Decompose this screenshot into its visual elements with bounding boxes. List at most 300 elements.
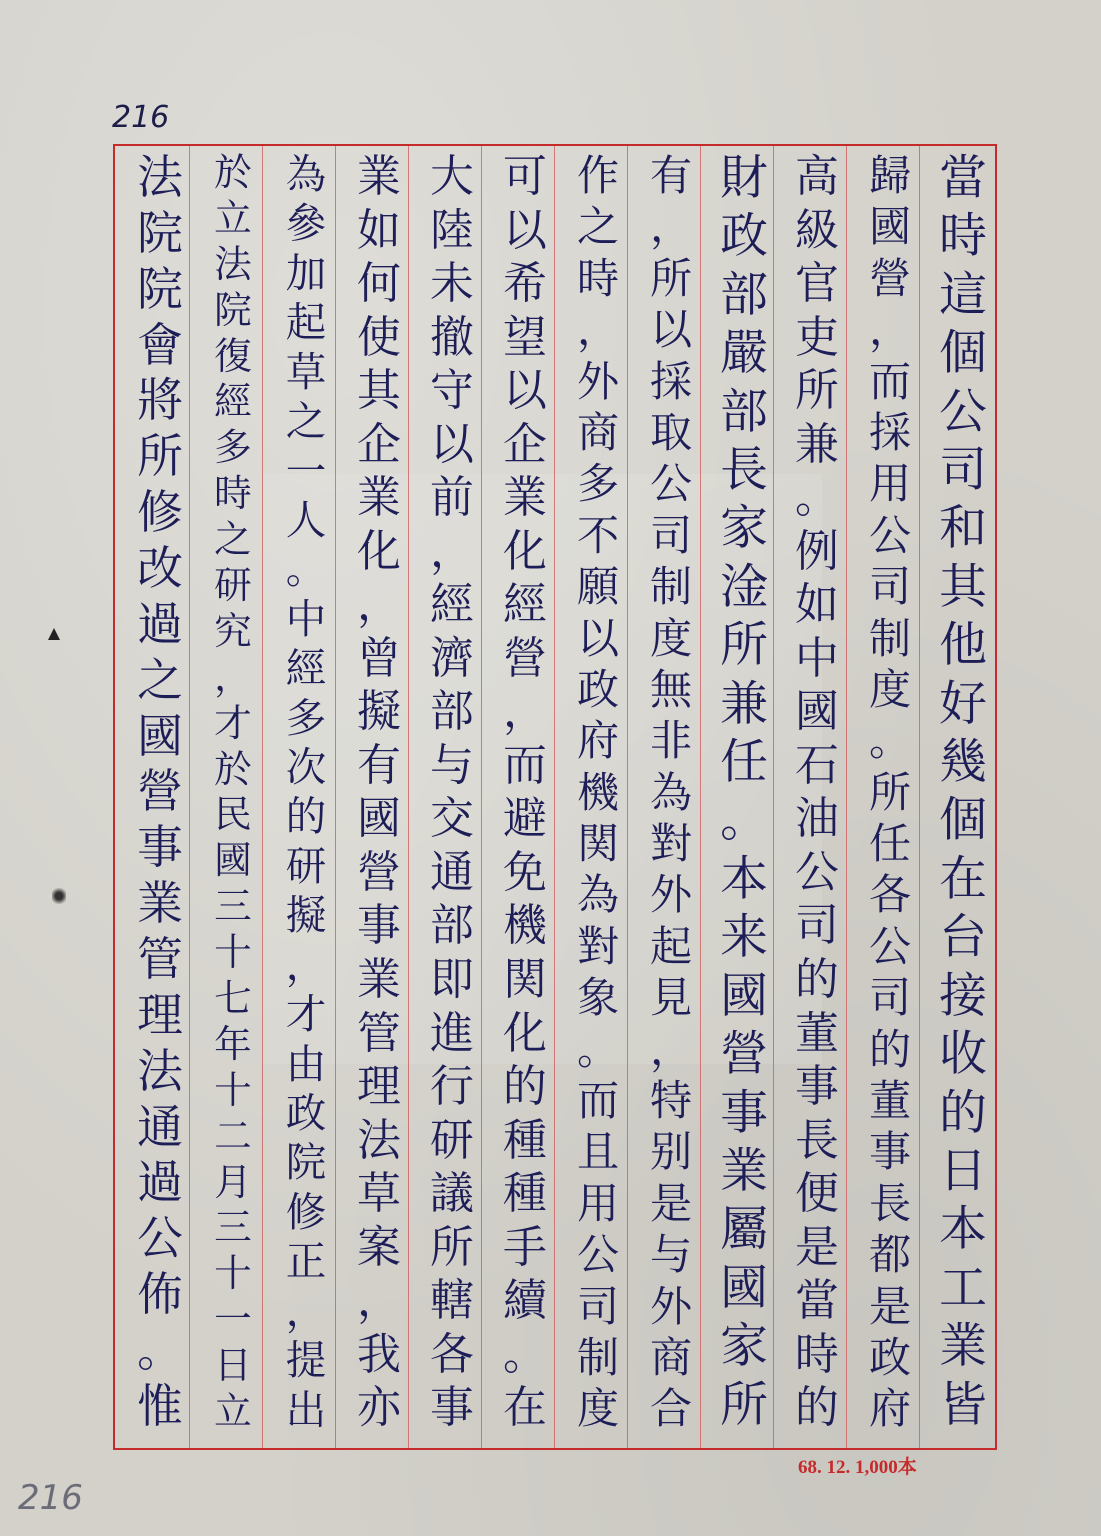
manuscript-char: 機 bbox=[576, 767, 620, 817]
manuscript-char: 立 bbox=[214, 1389, 252, 1434]
manuscript-char: 草 bbox=[285, 347, 327, 396]
manuscript-char: 願 bbox=[576, 562, 620, 612]
manuscript-char: 種 bbox=[503, 1114, 547, 1166]
manuscript-char: 免 bbox=[503, 846, 547, 898]
manuscript-char: 政 bbox=[720, 209, 768, 265]
text-column-4 bbox=[711, 150, 777, 1435]
manuscript-char: 交 bbox=[430, 793, 474, 845]
manuscript-char: 於 bbox=[214, 150, 252, 194]
manuscript-char: 七 bbox=[214, 976, 252, 1021]
text-column-6 bbox=[565, 150, 631, 1435]
manuscript-char: 法 bbox=[137, 1043, 183, 1098]
manuscript-char: 事 bbox=[137, 820, 183, 875]
manuscript-char: 各 bbox=[868, 870, 912, 920]
manuscript-char: 公 bbox=[795, 846, 839, 898]
manuscript-char: 可 bbox=[503, 151, 547, 202]
manuscript-char: 營 bbox=[137, 764, 183, 819]
manuscript-char: 政 bbox=[576, 664, 620, 714]
manuscript-char: 而 bbox=[576, 1076, 620, 1126]
manuscript-char: 所 bbox=[430, 1221, 474, 1273]
manuscript-char: 事 bbox=[430, 1382, 474, 1434]
manuscript-char: 三 bbox=[214, 1205, 252, 1250]
manuscript-char: 立 bbox=[214, 195, 252, 240]
manuscript-char: 以 bbox=[430, 418, 474, 470]
manuscript-char: 個 bbox=[939, 326, 987, 382]
manuscript-char: 於 bbox=[214, 746, 252, 791]
manuscript-char: 歸 bbox=[868, 151, 912, 200]
manuscript-char: 十 bbox=[214, 930, 252, 975]
manuscript-char: 營 bbox=[503, 632, 547, 684]
manuscript-char: 取 bbox=[649, 407, 693, 457]
manuscript-char: 對 bbox=[649, 819, 693, 869]
manuscript-char: 制 bbox=[576, 1332, 620, 1382]
manuscript-char: 出 bbox=[285, 1385, 327, 1434]
manuscript-char: 是 bbox=[649, 1178, 693, 1228]
manuscript-char: 經 bbox=[214, 379, 252, 424]
text-column-10 bbox=[273, 150, 339, 1435]
manuscript-char: 便 bbox=[795, 1168, 839, 1220]
manuscript-char: ， bbox=[503, 686, 547, 738]
manuscript-char: 公 bbox=[939, 384, 987, 440]
manuscript-char: 日 bbox=[939, 1143, 987, 1199]
manuscript-char: 國 bbox=[137, 708, 183, 763]
manuscript-char: 用 bbox=[576, 1178, 620, 1228]
manuscript-char: 油 bbox=[795, 793, 839, 845]
manuscript-char: 公 bbox=[137, 1211, 183, 1266]
manuscript-char: 淦 bbox=[720, 559, 768, 615]
manuscript-char: 修 bbox=[285, 1187, 327, 1236]
manuscript-char: 之 bbox=[285, 397, 327, 446]
manuscript-char: 事 bbox=[868, 1127, 912, 1177]
manuscript-char: 院 bbox=[214, 287, 252, 332]
manuscript-char: 公 bbox=[868, 921, 912, 971]
manuscript-char: 部 bbox=[720, 384, 768, 440]
manuscript-char: 本 bbox=[939, 1202, 987, 1258]
manuscript-char: 来 bbox=[720, 910, 768, 966]
manuscript-char: 復 bbox=[214, 333, 252, 378]
manuscript-char: 正 bbox=[285, 1237, 327, 1286]
manuscript-char: 手 bbox=[503, 1221, 547, 1273]
manuscript-char: 且 bbox=[576, 1127, 620, 1177]
manuscript-char: 制 bbox=[868, 613, 912, 663]
manuscript-char: 嚴 bbox=[720, 326, 768, 382]
manuscript-char: 中 bbox=[795, 632, 839, 684]
manuscript-char: 這 bbox=[939, 267, 987, 323]
manuscript-char: 如 bbox=[795, 579, 839, 631]
manuscript-char: 兼 bbox=[720, 676, 768, 732]
manuscript-char: 以 bbox=[576, 613, 620, 663]
manuscript-char: 何 bbox=[357, 258, 401, 310]
manuscript-char: 公 bbox=[868, 510, 912, 560]
manuscript-char: 高 bbox=[795, 151, 839, 202]
manuscript-char: 。 bbox=[795, 472, 839, 524]
manuscript-char: 十 bbox=[214, 1251, 252, 1296]
manuscript-char: 外 bbox=[576, 356, 620, 406]
manuscript-char: 以 bbox=[503, 204, 547, 256]
manuscript-char: 亦 bbox=[357, 1382, 401, 1434]
manuscript-char: 將 bbox=[137, 373, 183, 428]
manuscript-char: 提 bbox=[285, 1336, 327, 1385]
manuscript-char: 都 bbox=[868, 1230, 912, 1280]
manuscript-char: 業 bbox=[503, 472, 547, 524]
manuscript-char: 的 bbox=[868, 1024, 912, 1074]
manuscript-char: 的 bbox=[285, 792, 327, 841]
manuscript-char: 董 bbox=[868, 1076, 912, 1126]
manuscript-char: ， bbox=[430, 525, 474, 577]
manuscript-char: 參 bbox=[285, 199, 327, 248]
manuscript-char: 商 bbox=[649, 1332, 693, 1382]
manuscript-char: ， bbox=[649, 202, 693, 252]
manuscript-char: 官 bbox=[795, 258, 839, 310]
manuscript-char: 管 bbox=[357, 1007, 401, 1059]
manuscript-char: 企 bbox=[503, 418, 547, 470]
manuscript-char: 之 bbox=[214, 517, 252, 562]
manuscript-char: 國 bbox=[720, 1260, 768, 1316]
manuscript-char: ， bbox=[576, 305, 620, 355]
manuscript-char: 所 bbox=[868, 767, 912, 817]
manuscript-char: 院 bbox=[137, 261, 183, 316]
manuscript-char: 多 bbox=[576, 459, 620, 509]
manuscript-char: 以 bbox=[649, 305, 693, 355]
manuscript-char: 所 bbox=[720, 618, 768, 674]
manuscript-char: 我 bbox=[357, 1328, 401, 1380]
manuscript-char: 。 bbox=[868, 716, 912, 766]
manuscript-char: 佈 bbox=[137, 1267, 183, 1322]
manuscript-char: 理 bbox=[137, 987, 183, 1042]
manuscript-char: 收 bbox=[939, 1027, 987, 1083]
manuscript-char: 所 bbox=[649, 253, 693, 303]
manuscript-char: 轄 bbox=[430, 1275, 474, 1327]
manuscript-char: 司 bbox=[795, 900, 839, 952]
manuscript-char: 而 bbox=[503, 739, 547, 791]
manuscript-char: 濟 bbox=[430, 632, 474, 684]
manuscript-char: 研 bbox=[430, 1114, 474, 1166]
manuscript-char: 事 bbox=[357, 900, 401, 952]
manuscript-char: 採 bbox=[868, 407, 912, 457]
manuscript-char: ， bbox=[357, 1275, 401, 1327]
manuscript-char: 當 bbox=[795, 1275, 839, 1327]
manuscript-char: 兼 bbox=[795, 418, 839, 470]
margin-mark bbox=[48, 628, 60, 640]
manuscript-char: 皆 bbox=[939, 1377, 987, 1433]
page-number-top: 216 bbox=[112, 100, 170, 135]
manuscript-char: 人 bbox=[285, 495, 327, 544]
manuscript-char: 外 bbox=[649, 870, 693, 920]
manuscript-char: 是 bbox=[868, 1281, 912, 1331]
text-column-3 bbox=[784, 150, 850, 1435]
manuscript-char: 營 bbox=[720, 1027, 768, 1083]
manuscript-char: 長 bbox=[720, 443, 768, 499]
manuscript-char: 家 bbox=[720, 1319, 768, 1375]
manuscript-char: 國 bbox=[868, 202, 912, 252]
manuscript-char: 所 bbox=[720, 1377, 768, 1433]
manuscript-char: 民 bbox=[214, 792, 252, 837]
manuscript-char: 関 bbox=[576, 819, 620, 869]
manuscript-char: 年 bbox=[214, 1021, 252, 1066]
manuscript-char: 化 bbox=[503, 1007, 547, 1059]
manuscript-char: 避 bbox=[503, 793, 547, 845]
manuscript-char: 以 bbox=[503, 365, 547, 417]
manuscript-char: 希 bbox=[503, 258, 547, 310]
manuscript-char: 用 bbox=[868, 459, 912, 509]
manuscript-char: 大 bbox=[430, 151, 474, 202]
manuscript-char: 使 bbox=[357, 311, 401, 363]
manuscript-char: 。 bbox=[285, 545, 327, 594]
manuscript-char: 法 bbox=[357, 1114, 401, 1166]
manuscript-char: 月 bbox=[214, 1159, 252, 1204]
manuscript-char: ， bbox=[214, 654, 252, 699]
manuscript-char: 才 bbox=[285, 990, 327, 1039]
manuscript-char: 所 bbox=[795, 365, 839, 417]
manuscript-char: 通 bbox=[430, 846, 474, 898]
manuscript-char: 法 bbox=[214, 241, 252, 286]
manuscript-char: 之 bbox=[137, 652, 183, 707]
manuscript-char: 研 bbox=[214, 563, 252, 608]
text-column-11 bbox=[200, 150, 266, 1435]
manuscript-char: 案 bbox=[357, 1221, 401, 1273]
manuscript-char: 司 bbox=[576, 1281, 620, 1331]
manuscript-char: 續 bbox=[503, 1275, 547, 1327]
manuscript-char: 其 bbox=[939, 559, 987, 615]
manuscript-char: 作 bbox=[576, 151, 620, 200]
manuscript-char: ， bbox=[357, 579, 401, 631]
manuscript-char: 會 bbox=[137, 317, 183, 372]
manuscript-char: ， bbox=[868, 305, 912, 355]
manuscript-char: 的 bbox=[795, 953, 839, 1005]
manuscript-char: 関 bbox=[503, 953, 547, 1005]
manuscript-char: 國 bbox=[214, 838, 252, 883]
manuscript-char: 化 bbox=[503, 525, 547, 577]
manuscript-char: 任 bbox=[868, 819, 912, 869]
manuscript-char: 研 bbox=[285, 841, 327, 890]
manuscript-char: 當 bbox=[939, 151, 987, 206]
manuscript-char: 改 bbox=[137, 541, 183, 596]
manuscript-char: 有 bbox=[649, 151, 693, 200]
manuscript-char: 合 bbox=[649, 1384, 693, 1434]
manuscript-char: 院 bbox=[285, 1138, 327, 1187]
manuscript-char: 府 bbox=[576, 716, 620, 766]
manuscript-char: 起 bbox=[649, 921, 693, 971]
manuscript-char: 。 bbox=[576, 1024, 620, 1074]
manuscript-char: 工 bbox=[939, 1260, 987, 1316]
manuscript-char: 他 bbox=[939, 618, 987, 674]
text-column-12 bbox=[127, 150, 193, 1435]
manuscript-char: 如 bbox=[357, 204, 401, 256]
manuscript-char: 議 bbox=[430, 1168, 474, 1220]
manuscript-char: 的 bbox=[795, 1382, 839, 1434]
manuscript-char: 通 bbox=[137, 1099, 183, 1154]
manuscript-char: 草 bbox=[357, 1168, 401, 1220]
manuscript-char: 司 bbox=[868, 973, 912, 1023]
page-number-bottom: 216 bbox=[18, 1478, 83, 1518]
manuscript-char: 的 bbox=[503, 1061, 547, 1113]
manuscript-char: 業 bbox=[137, 876, 183, 931]
manuscript-char: 董 bbox=[795, 1007, 839, 1059]
manuscript-char: 幾 bbox=[939, 735, 987, 791]
manuscript-char: ， bbox=[285, 1286, 327, 1335]
manuscript-char: ， bbox=[649, 1024, 693, 1074]
manuscript-char: 進 bbox=[430, 1007, 474, 1059]
manuscript-char: 理 bbox=[357, 1061, 401, 1113]
manuscript-char: 事 bbox=[720, 1085, 768, 1141]
manuscript-char: 見 bbox=[649, 973, 693, 1023]
manuscript-char: 家 bbox=[720, 501, 768, 557]
manuscript-char: 非 bbox=[649, 716, 693, 766]
manuscript-char: 經 bbox=[503, 579, 547, 631]
manuscript-char: 時 bbox=[214, 471, 252, 516]
manuscript-char: 為 bbox=[285, 150, 327, 198]
manuscript-char: 營 bbox=[357, 846, 401, 898]
manuscript-char: 經 bbox=[430, 579, 474, 631]
manuscript-char: 制 bbox=[649, 562, 693, 612]
text-column-8 bbox=[419, 150, 485, 1435]
manuscript-char: 次 bbox=[285, 743, 327, 792]
manuscript-char: 由 bbox=[285, 1039, 327, 1088]
manuscript-char: 無 bbox=[649, 664, 693, 714]
manuscript-char: 中 bbox=[285, 594, 327, 643]
manuscript-char: 起 bbox=[285, 298, 327, 347]
manuscript-char: 擬 bbox=[357, 686, 401, 738]
manuscript-char: ， bbox=[285, 940, 327, 989]
manuscript-char: 度 bbox=[576, 1384, 620, 1434]
manuscript-char: 管 bbox=[137, 932, 183, 987]
manuscript-char: 修 bbox=[137, 485, 183, 540]
manuscript-char: 度 bbox=[868, 664, 912, 714]
manuscript-char: 而 bbox=[868, 356, 912, 406]
manuscript-char: 任 bbox=[720, 735, 768, 791]
manuscript-char: 府 bbox=[868, 1384, 912, 1434]
manuscript-char: 即 bbox=[430, 953, 474, 1005]
manuscript-char: 長 bbox=[868, 1178, 912, 1228]
manuscript-char: 在 bbox=[503, 1382, 547, 1434]
manuscript-char: 擬 bbox=[285, 891, 327, 940]
manuscript-char: 和 bbox=[939, 501, 987, 557]
manuscript-char: 别 bbox=[649, 1127, 693, 1177]
manuscript-char: 政 bbox=[285, 1089, 327, 1138]
manuscript-char: 前 bbox=[430, 472, 474, 524]
manuscript-char: 種 bbox=[503, 1168, 547, 1220]
manuscript-char: 。 bbox=[720, 793, 768, 849]
manuscript-char: 司 bbox=[868, 562, 912, 612]
manuscript-char: 未 bbox=[430, 258, 474, 310]
manuscript-char: 吏 bbox=[795, 311, 839, 363]
manuscript-char: 國 bbox=[720, 968, 768, 1024]
manuscript-char: 多 bbox=[214, 425, 252, 470]
manuscript-char: 是 bbox=[795, 1221, 839, 1273]
manuscript-char: 十 bbox=[214, 1067, 252, 1112]
manuscript-char: 業 bbox=[357, 953, 401, 1005]
manuscript-char: 各 bbox=[430, 1328, 474, 1380]
manuscript-char: 特 bbox=[649, 1076, 693, 1126]
manuscript-char: 才 bbox=[214, 700, 252, 745]
manuscript-char: 機 bbox=[503, 900, 547, 952]
manuscript-char: 本 bbox=[720, 851, 768, 907]
manuscript-char: 業 bbox=[720, 1143, 768, 1199]
manuscript-char: 不 bbox=[576, 510, 620, 560]
manuscript-char: 加 bbox=[285, 248, 327, 297]
manuscript-char: 其 bbox=[357, 365, 401, 417]
manuscript-char: 為 bbox=[649, 767, 693, 817]
manuscript-char: 化 bbox=[357, 525, 401, 577]
manuscript-char: 望 bbox=[503, 311, 547, 363]
manuscript-char: 業 bbox=[357, 151, 401, 202]
manuscript-char: 台 bbox=[939, 910, 987, 966]
manuscript-char: 法 bbox=[137, 150, 183, 204]
manuscript-char: 多 bbox=[285, 693, 327, 742]
manuscript-char: 經 bbox=[285, 644, 327, 693]
manuscript-char: 例 bbox=[795, 525, 839, 577]
manuscript-char: 三 bbox=[214, 884, 252, 929]
manuscript-char: 國 bbox=[795, 686, 839, 738]
manuscript-char: 究 bbox=[214, 608, 252, 653]
manuscript-char: 院 bbox=[137, 205, 183, 260]
manuscript-char: 司 bbox=[939, 443, 987, 499]
manuscript-char: 時 bbox=[795, 1328, 839, 1380]
manuscript-char: 有 bbox=[357, 739, 401, 791]
manuscript-char: 度 bbox=[649, 613, 693, 663]
text-column-5 bbox=[638, 150, 704, 1435]
text-column-1 bbox=[930, 150, 996, 1435]
manuscript-char: 企 bbox=[357, 418, 401, 470]
manuscript-char: 的 bbox=[939, 1085, 987, 1141]
manuscript-char: 業 bbox=[357, 472, 401, 524]
manuscript-char: 石 bbox=[795, 739, 839, 791]
manuscript-char: 政 bbox=[868, 1332, 912, 1382]
text-column-2 bbox=[857, 150, 923, 1435]
manuscript-char: 与 bbox=[430, 739, 474, 791]
manuscript-char: 行 bbox=[430, 1061, 474, 1113]
manuscript-char: 部 bbox=[720, 267, 768, 323]
manuscript-char: 守 bbox=[430, 365, 474, 417]
manuscript-char: 部 bbox=[430, 686, 474, 738]
manuscript-char: 時 bbox=[576, 253, 620, 303]
manuscript-char: 外 bbox=[649, 1281, 693, 1331]
manuscript-char: 級 bbox=[795, 204, 839, 256]
manuscript-char: 二 bbox=[214, 1113, 252, 1158]
manuscript-char: 過 bbox=[137, 1155, 183, 1210]
manuscript-char: 。 bbox=[503, 1328, 547, 1380]
manuscript-char: 商 bbox=[576, 407, 620, 457]
manuscript-char: 曾 bbox=[357, 632, 401, 684]
manuscript-char: 財 bbox=[720, 151, 768, 206]
manuscript-char: 在 bbox=[939, 851, 987, 907]
manuscript-char: 過 bbox=[137, 596, 183, 651]
manuscript-char: 公 bbox=[576, 1230, 620, 1280]
manuscript-char: 司 bbox=[649, 510, 693, 560]
manuscript-char: 時 bbox=[939, 209, 987, 265]
manuscript-char: 陸 bbox=[430, 204, 474, 256]
margin-mark bbox=[52, 886, 66, 906]
manuscript-char: 一 bbox=[214, 1297, 252, 1342]
text-column-7 bbox=[492, 150, 558, 1435]
manuscript-char: 惟 bbox=[137, 1378, 183, 1433]
manuscript-char: 營 bbox=[868, 253, 912, 303]
text-column-9 bbox=[346, 150, 412, 1435]
manuscript-char: 國 bbox=[357, 793, 401, 845]
manuscript-char: 之 bbox=[576, 202, 620, 252]
manuscript-char: 個 bbox=[939, 793, 987, 849]
manuscript-char: 屬 bbox=[720, 1202, 768, 1258]
manuscript-char: 象 bbox=[576, 973, 620, 1023]
manuscript-char: 事 bbox=[795, 1061, 839, 1113]
manuscript-char: 對 bbox=[576, 921, 620, 971]
manuscript-char: 好 bbox=[939, 676, 987, 732]
manuscript-char: 部 bbox=[430, 900, 474, 952]
manuscript-char: 日 bbox=[214, 1343, 252, 1388]
manuscript-char: 一 bbox=[285, 446, 327, 495]
manuscript-char: 接 bbox=[939, 968, 987, 1024]
manuscript-char: 撤 bbox=[430, 311, 474, 363]
